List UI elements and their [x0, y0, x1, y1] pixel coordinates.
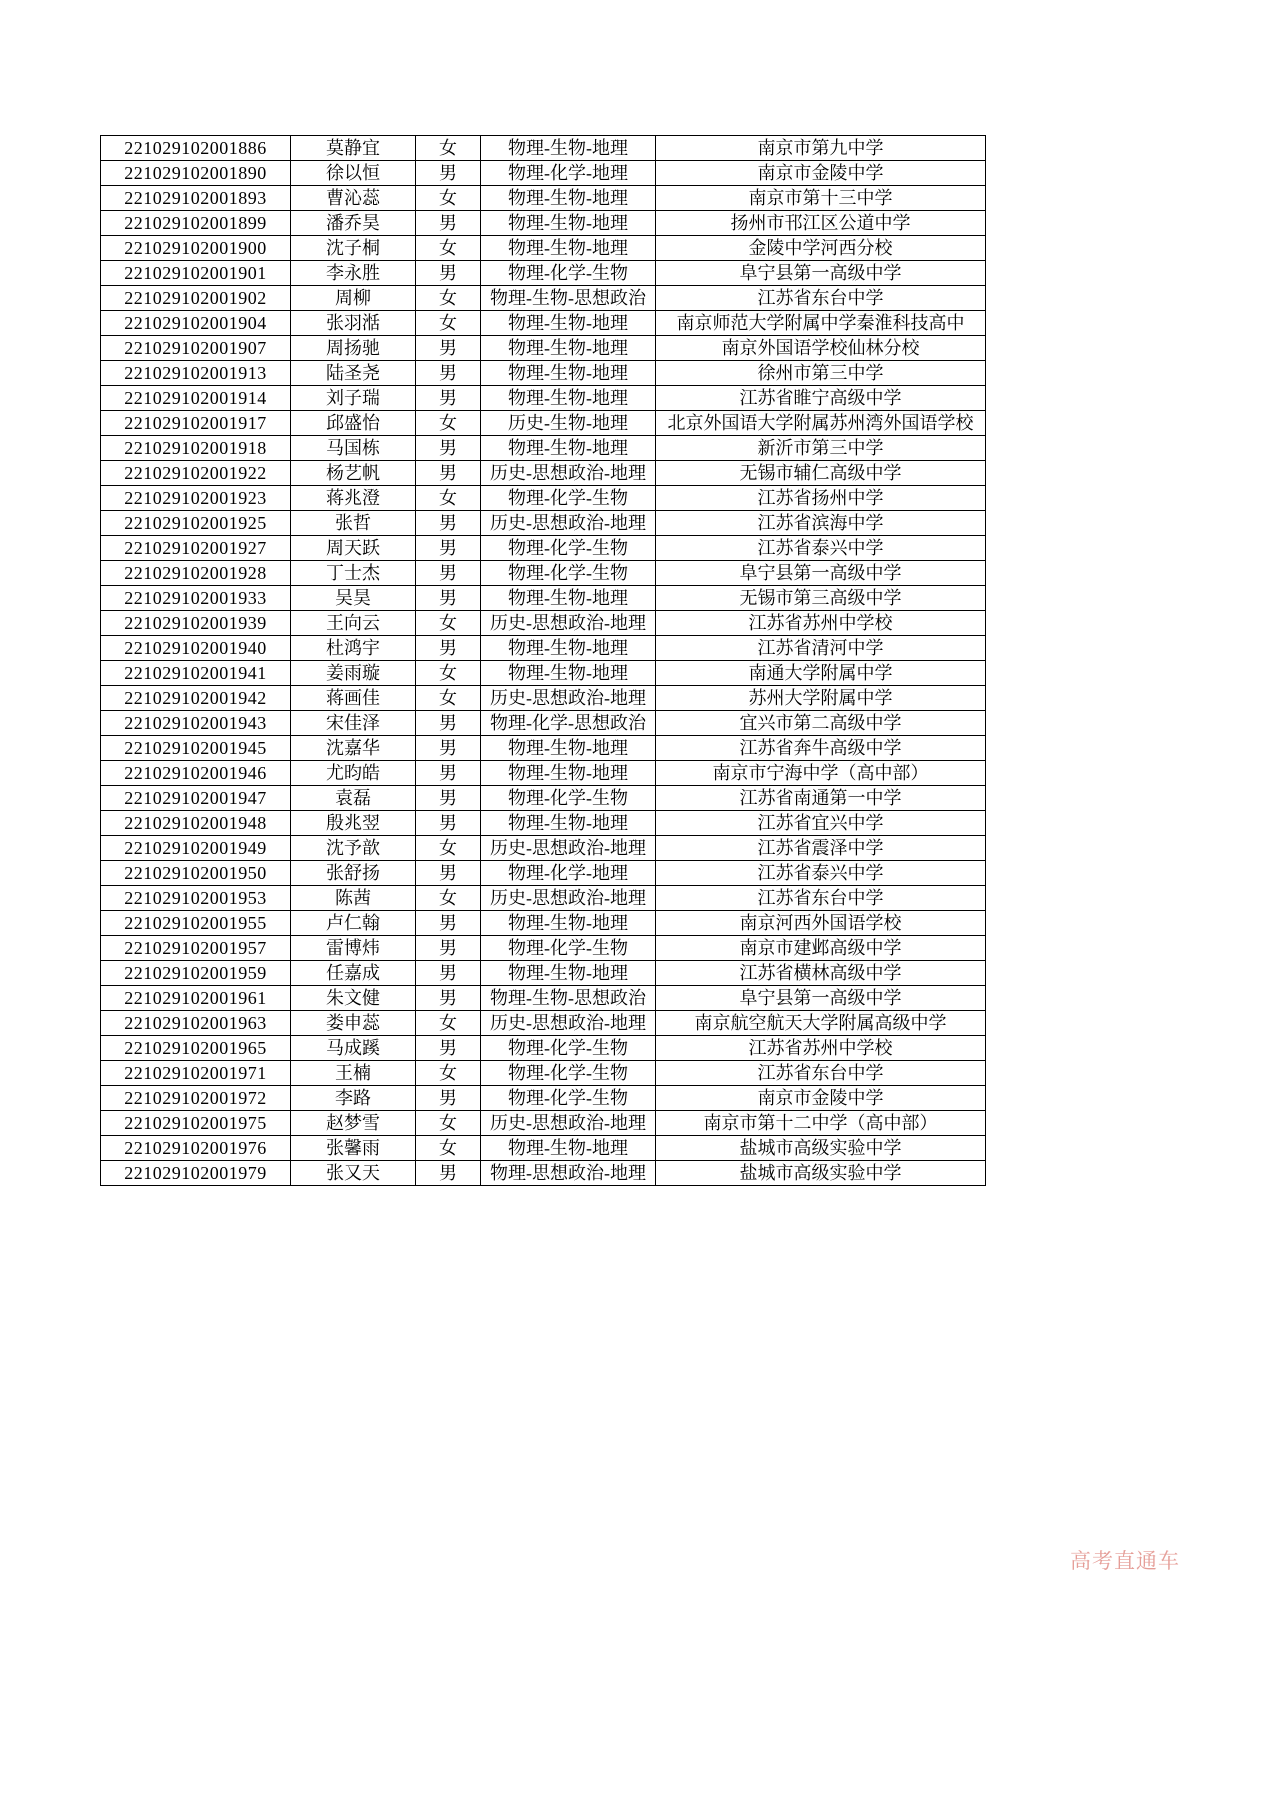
- cell-gender: 男: [416, 261, 481, 286]
- cell-candidate-id: 221029102001928: [101, 561, 291, 586]
- cell-candidate-id: 221029102001948: [101, 811, 291, 836]
- cell-candidate-id: 221029102001943: [101, 711, 291, 736]
- cell-gender: 女: [416, 286, 481, 311]
- cell-name: 潘乔昊: [291, 211, 416, 236]
- cell-name: 袁磊: [291, 786, 416, 811]
- cell-gender: 男: [416, 586, 481, 611]
- cell-school: 南京市金陵中学: [656, 161, 986, 186]
- cell-candidate-id: 221029102001933: [101, 586, 291, 611]
- cell-school: 江苏省苏州中学校: [656, 1036, 986, 1061]
- cell-subjects: 物理-化学-生物: [481, 786, 656, 811]
- cell-gender: 男: [416, 811, 481, 836]
- cell-name: 杜鸿宇: [291, 636, 416, 661]
- cell-name: 娄申蕊: [291, 1011, 416, 1036]
- cell-subjects: 物理-化学-生物: [481, 1036, 656, 1061]
- cell-candidate-id: 221029102001949: [101, 836, 291, 861]
- cell-gender: 女: [416, 661, 481, 686]
- cell-candidate-id: 221029102001886: [101, 136, 291, 161]
- table-row: [101, 711, 986, 736]
- cell-subjects: 物理-生物-地理: [481, 736, 656, 761]
- cell-subjects: 物理-思想政治-地理: [481, 1161, 656, 1186]
- cell-name: 周天跃: [291, 536, 416, 561]
- cell-subjects: 物理-生物-地理: [481, 586, 656, 611]
- table-row: [101, 461, 986, 486]
- cell-school: 南京市第十二中学（高中部）: [656, 1111, 986, 1136]
- cell-gender: 男: [416, 1086, 481, 1111]
- cell-school: 南京外国语学校仙林分校: [656, 336, 986, 361]
- cell-gender: 男: [416, 561, 481, 586]
- table-row: [101, 961, 986, 986]
- cell-name: 刘子瑞: [291, 386, 416, 411]
- cell-subjects: 历史-思想政治-地理: [481, 511, 656, 536]
- cell-gender: 女: [416, 411, 481, 436]
- cell-school: 南通大学附属中学: [656, 661, 986, 686]
- cell-subjects: 历史-生物-地理: [481, 411, 656, 436]
- table-row: [101, 1036, 986, 1061]
- cell-name: 张馨雨: [291, 1136, 416, 1161]
- cell-gender: 男: [416, 536, 481, 561]
- cell-school: 江苏省扬州中学: [656, 486, 986, 511]
- cell-candidate-id: 221029102001902: [101, 286, 291, 311]
- cell-name: 蒋兆澄: [291, 486, 416, 511]
- cell-subjects: 物理-化学-生物: [481, 1061, 656, 1086]
- cell-candidate-id: 221029102001923: [101, 486, 291, 511]
- cell-candidate-id: 221029102001972: [101, 1086, 291, 1111]
- cell-school: 金陵中学河西分校: [656, 236, 986, 261]
- cell-candidate-id: 221029102001975: [101, 1111, 291, 1136]
- cell-subjects: 物理-化学-生物: [481, 261, 656, 286]
- cell-name: 王向云: [291, 611, 416, 636]
- cell-name: 王楠: [291, 1061, 416, 1086]
- cell-subjects: 物理-生物-地理: [481, 336, 656, 361]
- cell-gender: 女: [416, 486, 481, 511]
- table-row: [101, 136, 986, 161]
- table-row: [101, 161, 986, 186]
- table-row: [101, 1011, 986, 1036]
- cell-name: 陆圣尧: [291, 361, 416, 386]
- cell-school: 南京市第九中学: [656, 136, 986, 161]
- cell-subjects: 历史-思想政治-地理: [481, 886, 656, 911]
- cell-gender: 女: [416, 1111, 481, 1136]
- cell-candidate-id: 221029102001942: [101, 686, 291, 711]
- cell-name: 马国栋: [291, 436, 416, 461]
- cell-school: 江苏省南通第一中学: [656, 786, 986, 811]
- cell-gender: 女: [416, 311, 481, 336]
- cell-name: 沈子桐: [291, 236, 416, 261]
- cell-candidate-id: 221029102001965: [101, 1036, 291, 1061]
- cell-subjects: 物理-化学-生物: [481, 561, 656, 586]
- cell-candidate-id: 221029102001946: [101, 761, 291, 786]
- cell-gender: 女: [416, 1136, 481, 1161]
- cell-gender: 女: [416, 686, 481, 711]
- table-row: [101, 211, 986, 236]
- cell-school: 江苏省苏州中学校: [656, 611, 986, 636]
- cell-candidate-id: 221029102001907: [101, 336, 291, 361]
- cell-name: 徐以恒: [291, 161, 416, 186]
- table-row: [101, 611, 986, 636]
- cell-gender: 男: [416, 736, 481, 761]
- cell-subjects: 物理-生物-地理: [481, 636, 656, 661]
- cell-gender: 男: [416, 461, 481, 486]
- table-row: [101, 436, 986, 461]
- cell-school: 徐州市第三中学: [656, 361, 986, 386]
- cell-candidate-id: 221029102001922: [101, 461, 291, 486]
- cell-subjects: 物理-生物-地理: [481, 436, 656, 461]
- cell-gender: 男: [416, 336, 481, 361]
- cell-subjects: 物理-生物-地理: [481, 361, 656, 386]
- cell-subjects: 物理-化学-生物: [481, 1086, 656, 1111]
- cell-candidate-id: 221029102001913: [101, 361, 291, 386]
- table-row: [101, 1161, 986, 1186]
- cell-gender: 男: [416, 161, 481, 186]
- cell-candidate-id: 221029102001979: [101, 1161, 291, 1186]
- cell-school: 江苏省横林高级中学: [656, 961, 986, 986]
- table-row: [101, 1111, 986, 1136]
- cell-school: 北京外国语大学附属苏州湾外国语学校: [656, 411, 986, 436]
- cell-school: 南京市建邺高级中学: [656, 936, 986, 961]
- cell-gender: 男: [416, 636, 481, 661]
- table-row: [101, 1086, 986, 1111]
- cell-candidate-id: 221029102001963: [101, 1011, 291, 1036]
- cell-gender: 男: [416, 936, 481, 961]
- cell-candidate-id: 221029102001971: [101, 1061, 291, 1086]
- cell-school: 阜宁县第一高级中学: [656, 261, 986, 286]
- cell-subjects: 物理-化学-思想政治: [481, 711, 656, 736]
- cell-candidate-id: 221029102001925: [101, 511, 291, 536]
- cell-gender: 女: [416, 186, 481, 211]
- cell-name: 蒋画佳: [291, 686, 416, 711]
- cell-candidate-id: 221029102001901: [101, 261, 291, 286]
- cell-school: 江苏省震泽中学: [656, 836, 986, 861]
- cell-name: 张又天: [291, 1161, 416, 1186]
- cell-subjects: 历史-思想政治-地理: [481, 611, 656, 636]
- cell-name: 杨艺帆: [291, 461, 416, 486]
- cell-school: 盐城市高级实验中学: [656, 1136, 986, 1161]
- cell-name: 尤昀皓: [291, 761, 416, 786]
- cell-candidate-id: 221029102001955: [101, 911, 291, 936]
- table-row: [101, 486, 986, 511]
- cell-subjects: 物理-化学-生物: [481, 536, 656, 561]
- cell-candidate-id: 221029102001899: [101, 211, 291, 236]
- table-row: [101, 511, 986, 536]
- table-row: [101, 586, 986, 611]
- cell-name: 殷兆翌: [291, 811, 416, 836]
- cell-name: 莫静宜: [291, 136, 416, 161]
- cell-subjects: 历史-思想政治-地理: [481, 686, 656, 711]
- table-row: [101, 561, 986, 586]
- cell-name: 陈茜: [291, 886, 416, 911]
- cell-school: 江苏省宜兴中学: [656, 811, 986, 836]
- table-row: [101, 186, 986, 211]
- cell-school: 江苏省泰兴中学: [656, 861, 986, 886]
- cell-name: 雷博炜: [291, 936, 416, 961]
- table-row: [101, 261, 986, 286]
- cell-candidate-id: 221029102001940: [101, 636, 291, 661]
- cell-gender: 女: [416, 836, 481, 861]
- cell-gender: 男: [416, 211, 481, 236]
- cell-subjects: 历史-思想政治-地理: [481, 1011, 656, 1036]
- cell-gender: 女: [416, 1061, 481, 1086]
- cell-gender: 男: [416, 961, 481, 986]
- cell-name: 周柳: [291, 286, 416, 311]
- cell-subjects: 物理-生物-地理: [481, 811, 656, 836]
- candidate-roster-table: [100, 135, 986, 1186]
- cell-name: 姜雨璇: [291, 661, 416, 686]
- cell-gender: 男: [416, 711, 481, 736]
- cell-candidate-id: 221029102001939: [101, 611, 291, 636]
- cell-name: 沈嘉华: [291, 736, 416, 761]
- table-row: [101, 936, 986, 961]
- cell-subjects: 物理-生物-地理: [481, 661, 656, 686]
- cell-school: 新沂市第三中学: [656, 436, 986, 461]
- cell-gender: 女: [416, 236, 481, 261]
- cell-subjects: 历史-思想政治-地理: [481, 461, 656, 486]
- cell-name: 卢仁翰: [291, 911, 416, 936]
- table-row: [101, 786, 986, 811]
- cell-gender: 男: [416, 761, 481, 786]
- cell-subjects: 历史-思想政治-地理: [481, 1111, 656, 1136]
- table-row: [101, 311, 986, 336]
- cell-candidate-id: 221029102001900: [101, 236, 291, 261]
- table-row: [101, 386, 986, 411]
- cell-subjects: 物理-生物-地理: [481, 761, 656, 786]
- cell-gender: 男: [416, 511, 481, 536]
- cell-subjects: 物理-生物-地理: [481, 911, 656, 936]
- cell-school: 盐城市高级实验中学: [656, 1161, 986, 1186]
- cell-subjects: 物理-生物-地理: [481, 211, 656, 236]
- cell-school: 无锡市第三高级中学: [656, 586, 986, 611]
- cell-gender: 女: [416, 1011, 481, 1036]
- cell-subjects: 物理-化学-生物: [481, 936, 656, 961]
- cell-name: 邱盛怡: [291, 411, 416, 436]
- cell-name: 马成蹊: [291, 1036, 416, 1061]
- cell-candidate-id: 221029102001918: [101, 436, 291, 461]
- watermark: 高考直通车: [1070, 1550, 1180, 1573]
- cell-gender: 男: [416, 361, 481, 386]
- cell-candidate-id: 221029102001893: [101, 186, 291, 211]
- cell-gender: 男: [416, 861, 481, 886]
- cell-candidate-id: 221029102001961: [101, 986, 291, 1011]
- cell-candidate-id: 221029102001917: [101, 411, 291, 436]
- cell-school: 南京航空航天大学附属高级中学: [656, 1011, 986, 1036]
- cell-school: 江苏省泰兴中学: [656, 536, 986, 561]
- cell-name: 宋佳泽: [291, 711, 416, 736]
- cell-gender: 男: [416, 436, 481, 461]
- cell-subjects: 物理-生物-地理: [481, 1136, 656, 1161]
- cell-name: 任嘉成: [291, 961, 416, 986]
- table-row: [101, 911, 986, 936]
- cell-school: 江苏省滨海中学: [656, 511, 986, 536]
- cell-name: 张舒扬: [291, 861, 416, 886]
- cell-subjects: 物理-生物-地理: [481, 136, 656, 161]
- cell-candidate-id: 221029102001953: [101, 886, 291, 911]
- cell-school: 无锡市辅仁高级中学: [656, 461, 986, 486]
- cell-name: 李永胜: [291, 261, 416, 286]
- table-row: [101, 236, 986, 261]
- cell-school: 江苏省东台中学: [656, 886, 986, 911]
- cell-gender: 女: [416, 611, 481, 636]
- cell-subjects: 物理-化学-生物: [481, 486, 656, 511]
- cell-school: 江苏省睢宁高级中学: [656, 386, 986, 411]
- cell-subjects: 物理-生物-地理: [481, 186, 656, 211]
- cell-name: 曹沁蕊: [291, 186, 416, 211]
- cell-name: 丁士杰: [291, 561, 416, 586]
- cell-candidate-id: 221029102001927: [101, 536, 291, 561]
- cell-name: 赵梦雪: [291, 1111, 416, 1136]
- table-row: [101, 861, 986, 886]
- cell-gender: 男: [416, 1036, 481, 1061]
- cell-gender: 男: [416, 1161, 481, 1186]
- cell-gender: 男: [416, 986, 481, 1011]
- cell-subjects: 历史-思想政治-地理: [481, 836, 656, 861]
- cell-school: 南京市第十三中学: [656, 186, 986, 211]
- cell-subjects: 物理-生物-地理: [481, 236, 656, 261]
- table-row: [101, 736, 986, 761]
- cell-candidate-id: 221029102001957: [101, 936, 291, 961]
- table-row: [101, 761, 986, 786]
- cell-school: 南京师范大学附属中学秦淮科技高中: [656, 311, 986, 336]
- table-row: [101, 336, 986, 361]
- cell-subjects: 物理-化学-地理: [481, 161, 656, 186]
- cell-name: 朱文健: [291, 986, 416, 1011]
- cell-candidate-id: 221029102001914: [101, 386, 291, 411]
- cell-school: 阜宁县第一高级中学: [656, 986, 986, 1011]
- table-row: [101, 1061, 986, 1086]
- cell-school: 南京河西外国语学校: [656, 911, 986, 936]
- cell-candidate-id: 221029102001950: [101, 861, 291, 886]
- cell-name: 张哲: [291, 511, 416, 536]
- cell-school: 扬州市邗江区公道中学: [656, 211, 986, 236]
- table-row: [101, 661, 986, 686]
- cell-candidate-id: 221029102001890: [101, 161, 291, 186]
- cell-candidate-id: 221029102001945: [101, 736, 291, 761]
- table-row: [101, 411, 986, 436]
- cell-candidate-id: 221029102001959: [101, 961, 291, 986]
- cell-school: 江苏省清河中学: [656, 636, 986, 661]
- table-row: [101, 636, 986, 661]
- cell-school: 宜兴市第二高级中学: [656, 711, 986, 736]
- cell-gender: 男: [416, 911, 481, 936]
- cell-candidate-id: 221029102001947: [101, 786, 291, 811]
- table-row: [101, 886, 986, 911]
- cell-name: 李路: [291, 1086, 416, 1111]
- cell-subjects: 物理-生物-思想政治: [481, 986, 656, 1011]
- table-row: [101, 286, 986, 311]
- cell-subjects: 物理-化学-地理: [481, 861, 656, 886]
- cell-school: 江苏省奔牛高级中学: [656, 736, 986, 761]
- table-row: [101, 836, 986, 861]
- cell-school: 苏州大学附属中学: [656, 686, 986, 711]
- candidate-roster-table-body: [101, 136, 986, 1186]
- cell-candidate-id: 221029102001904: [101, 311, 291, 336]
- cell-school: 江苏省东台中学: [656, 286, 986, 311]
- cell-subjects: 物理-生物-地理: [481, 311, 656, 336]
- cell-candidate-id: 221029102001941: [101, 661, 291, 686]
- cell-school: 南京市金陵中学: [656, 1086, 986, 1111]
- cell-school: 南京市宁海中学（高中部）: [656, 761, 986, 786]
- cell-name: 周扬驰: [291, 336, 416, 361]
- cell-school: 江苏省东台中学: [656, 1061, 986, 1086]
- table-row: [101, 811, 986, 836]
- cell-subjects: 物理-生物-地理: [481, 386, 656, 411]
- cell-gender: 男: [416, 786, 481, 811]
- cell-gender: 男: [416, 386, 481, 411]
- table-row: [101, 1136, 986, 1161]
- cell-subjects: 物理-生物-思想政治: [481, 286, 656, 311]
- cell-candidate-id: 221029102001976: [101, 1136, 291, 1161]
- table-row: [101, 986, 986, 1011]
- cell-subjects: 物理-生物-地理: [481, 961, 656, 986]
- cell-name: 沈予歆: [291, 836, 416, 861]
- cell-gender: 女: [416, 136, 481, 161]
- table-row: [101, 536, 986, 561]
- cell-gender: 女: [416, 886, 481, 911]
- cell-school: 阜宁县第一高级中学: [656, 561, 986, 586]
- cell-name: 张羽湉: [291, 311, 416, 336]
- table-row: [101, 361, 986, 386]
- table-row: [101, 686, 986, 711]
- cell-name: 吴昊: [291, 586, 416, 611]
